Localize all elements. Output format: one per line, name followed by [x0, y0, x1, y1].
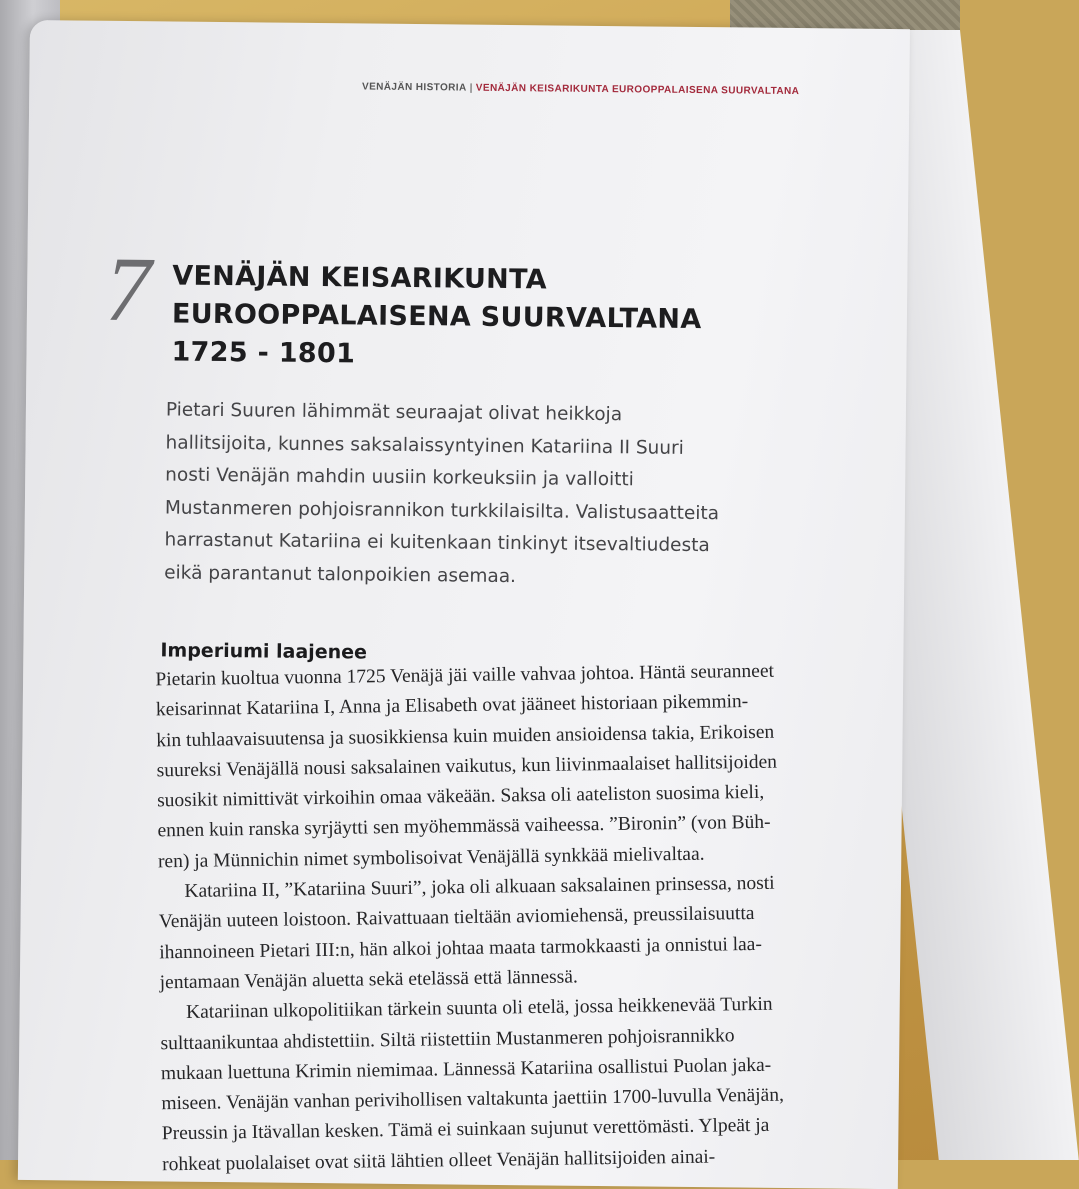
body-line: kin tuhlaavaisuutensa ja suosikkiensa kuin muiden ansioidensa takia, Erikoisen — [156, 721, 775, 751]
body-line: Katariina II, ”Katariina Suuri”, joka oli alkuaan saksalainen prinsessa, nosti — [184, 872, 775, 903]
lead-line: eikä parantanut talonpoikien asemaa. — [164, 561, 517, 587]
body-line: Preussin ja Itävallan kesken. Tämä ei suinkaan sujunut verettömästi. Ylpeät ja — [161, 1115, 770, 1145]
body-line: suosikit nimittivät virkoihin omaa väkeään. Saksa oli aateliston suosima kieli, — [156, 782, 765, 812]
running-head-chapter: VENÄJÄN KEISARIKUNTA EUROOPPALAISENA SUURVALTANA — [475, 82, 800, 98]
body-line: Pietarin kuoltua vuonna 1725 Venäjä jäi vaille vahvaa johtoa. Häntä seuranneet — [155, 660, 775, 691]
body-line: miseen. Venäjän vanhan perivihollisen valtakunta jaettiin 1700-luvulla Venäjän, — [161, 1084, 785, 1115]
body-line: jentamaan Venäjän aluetta sekä etelässä että lännessä. — [159, 966, 578, 994]
lead-line: hallitsijoita, kunnes saksalaissyntyinen Katariina II Suuri — [165, 431, 684, 459]
running-head-book: VENÄJÄN HISTORIA — [361, 81, 467, 94]
body-line: Katariinan ulkopolitiikan tärkein suunta oli etelä, jossa heikkenevää Turkin — [185, 994, 773, 1024]
chapter-title-line: EUROOPPALAISENA SUURVALTANA — [171, 298, 702, 336]
body-line: mukaan luettuna Krimin niemimaa. Lännessä Katariina osallistui Puolan jaka- — [160, 1054, 772, 1085]
lead-line: nosti Venäjän mahdin uusiin korkeuksiin ja valloitti — [165, 464, 634, 491]
body-line: ren) ja Münnichin nimet symbolisoivat Venäjällä synkkää mielivaltaa. — [157, 843, 705, 873]
body-line: rohkeat puolalaiset ovat siitä lähtien olleet Venäjän hallitsijoiden ainai- — [162, 1146, 716, 1176]
chapter-number: 7 — [104, 237, 152, 341]
body-line: keisarinnat Katariina I, Anna ja Elisabeth ovat jääneet historiaan pikemmin- — [155, 691, 749, 721]
lead-line: Pietari Suuren lähimmät seuraajat olivat heikkoja — [165, 399, 623, 426]
lead-line: harrastanut Katariina ei kuitenkaan tinkinyt itsevaltiudesta — [164, 529, 710, 557]
chapter-title-line: VENÄJÄN KEISARIKUNTA — [172, 260, 548, 296]
lead-line: Mustanmeren pohjoisrannikon turkkilaisilta. Valistusaatteita — [164, 496, 720, 524]
running-head — [362, 81, 799, 97]
body-line: Venäjän uuteen loistoon. Raivattuaan tieltään aviomiehensä, preussilaisuutta — [158, 903, 755, 933]
body-line: ihannoineen Pietari III:n, hän alkoi johtaa maata tarmokkaasti ja onnistui laa- — [159, 933, 763, 963]
body-line: sulttaanikuntaa ahdistettiin. Siltä riistettiin Mustanmeren pohjoisrannikko — [160, 1024, 735, 1054]
section-heading: Imperiumi laajenee — [160, 639, 368, 664]
book-page — [18, 20, 910, 1189]
lead-paragraph — [164, 394, 806, 596]
running-head-separator: | — [469, 82, 473, 94]
body-line: ennen kuin ranska syrjäytti sen myöhemmässä vaiheessa. ”Bironin” (von Büh- — [157, 812, 771, 842]
chapter-title-line: 1725 - 1801 — [171, 336, 356, 370]
body-text — [155, 656, 862, 1181]
chapter-title — [171, 258, 812, 379]
body-line: suureksi Venäjällä nousi saksalainen vaikutus, kun liivinmaalaiset hallitsijoiden — [156, 751, 778, 782]
